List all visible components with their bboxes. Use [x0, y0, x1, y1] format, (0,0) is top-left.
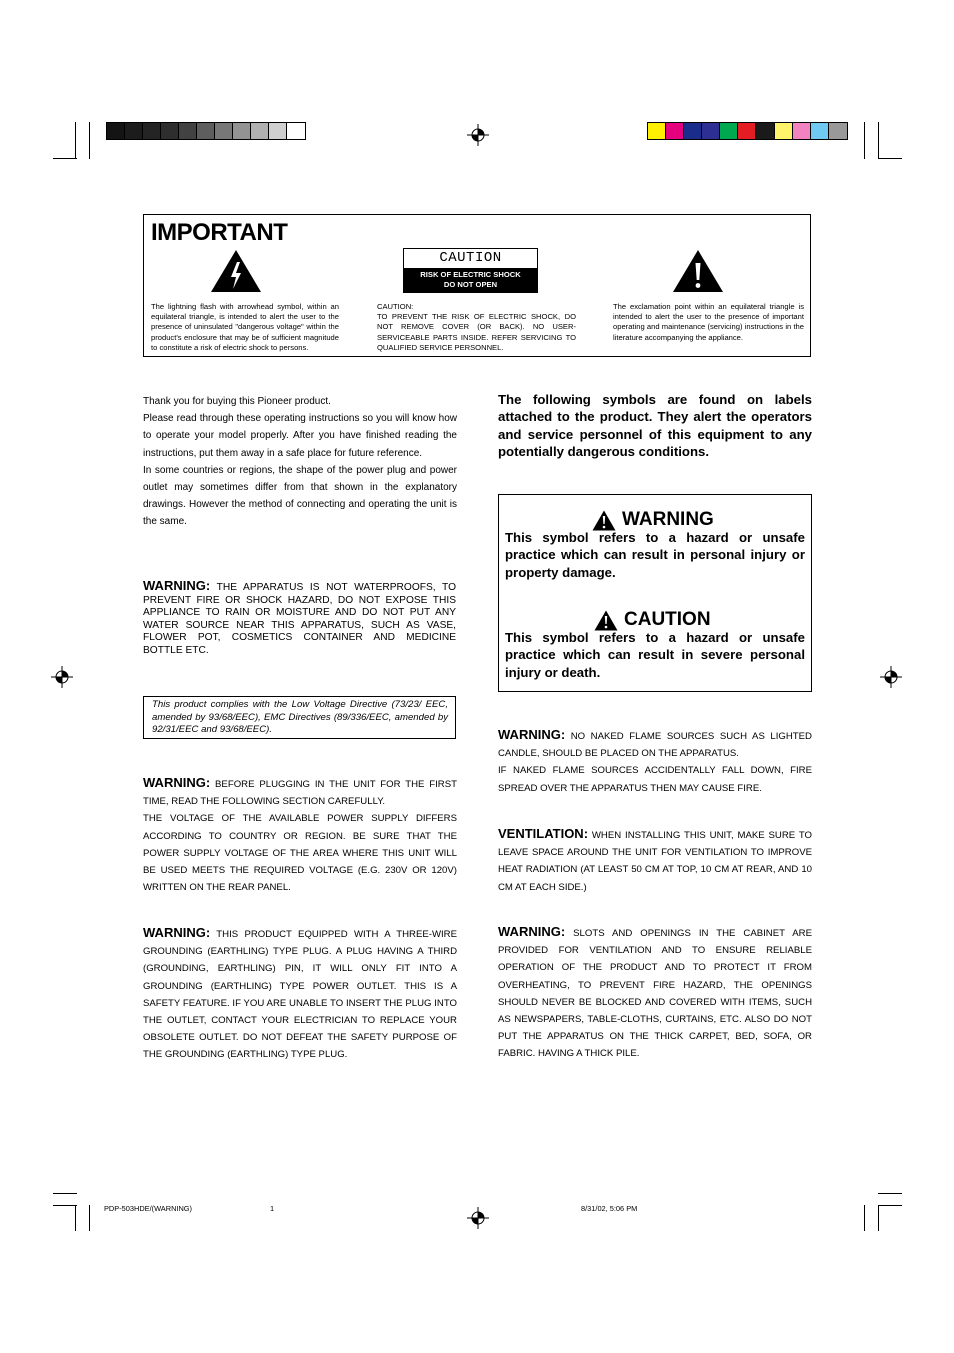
lightning-warning-icon: [210, 249, 262, 293]
power-supply-warning: WARNING: BEFORE PLUGGING IN THE UNIT FOR THE FIRST TIME, READ THE FOLLOWING SECTION CAREFULLY. THE VOLTAGE OF THE AVAILABLE POWER SUPPLY DIFFERS ACCORDING TO COUNTRY OR REGION. BE SURE THAT THE POWER SUPPLY VOLTAGE OF THE AREA WHERE THIS UNIT WILL BE USED MEETS THE REQUIRED VOLTAGE (E.G. 230V OR 120V) WRITTEN ON THE REAR PANEL.: [143, 775, 457, 894]
registration-mark-icon: [467, 1207, 489, 1229]
warning-symbol-description: This symbol refers to a hazard or unsafe practice which can result in personal injury or property damage.: [505, 530, 805, 580]
color-swatch: [287, 123, 305, 139]
color-swatch: [251, 123, 269, 139]
color-swatch: [829, 123, 847, 139]
lightning-explanation: The lightning flash with arrowhead symbol, within an equilateral triangle, is intended to alert the user to the presence of uninsulated "dangerous voltage" within the product's enclosure that may be of sufficient magnitude to constitute a risk of electric shock to persons.: [151, 302, 339, 352]
caution-label: [403, 248, 538, 293]
slots-openings-warning: WARNING: SLOTS AND OPENINGS IN THE CABINET ARE PROVIDED FOR VENTILATION AND TO ENSURE RELIABLE OPERATION OF THE PRODUCT AND TO PROTECT IT FROM OVERHEATING, TO PREVENT FIRE HAZARD, THE OPENINGS SHOULD NEVER BE BLOCKED AND COVERED WITH ITEMS, SUCH AS NEWSPAPERS, TABLE-CLOTHS, CURTAINS, ETC. ALSO DO NOT PUT THE APPARATUS ON THE THICK CARPET, BED, SOFA, OR FABRIC. HAVING A THICK PILE.: [498, 924, 812, 1060]
ventilation-notice: VENTILATION: WHEN INSTALLING THIS UNIT, MAKE SURE TO LEAVE SPACE AROUND THE UNIT FOR VENTILATION TO IMPROVE HEAT RADIATION (AT LEAST 50 CM AT TOP, 10 CM AT REAR, AND 10 CM AT EACH SIDE.): [498, 826, 812, 893]
color-swatch: [179, 123, 197, 139]
caution-label-warning: RISK OF ELECTRIC SHOCK DO NOT OPEN: [404, 268, 537, 292]
naked-flame-warning: WARNING: NO NAKED FLAME SOURCES SUCH AS LIGHTED CANDLE, SHOULD BE PLACED ON THE APPARATUS. IF NAKED FLAME SOURCES ACCIDENTALLY FALL DOWN, FIRE SPREAD OVER THE APPARATUS THEN MAY CAUSE FIRE.: [498, 727, 812, 794]
caution-symbol-description: This symbol refers to a hazard or unsafe practice which can result in severe personal injury or death.: [505, 630, 805, 680]
color-swatch: [756, 123, 774, 139]
registration-mark-icon: [51, 666, 73, 688]
color-swatch: [161, 123, 179, 139]
exclamation-warning-icon: [672, 249, 724, 293]
color-swatch: [684, 123, 702, 139]
footer-filename: PDP-503HDE/(WARNING): [104, 1204, 193, 1213]
caution-triangle-icon: [594, 610, 618, 631]
caution-symbol-title: CAUTION: [594, 609, 711, 631]
color-swatch: [702, 123, 720, 139]
warning-triangle-icon: [592, 510, 616, 531]
color-swatch: [793, 123, 811, 139]
registration-mark-icon: [467, 124, 489, 146]
compliance-notice: This product complies with the Low Voltage Directive (73/23/ EEC, amended by 93/68/EEC), EMC Directives (89/336/EEC, amended by 92/31/EEC and 93/68/EEC).: [143, 696, 456, 739]
color-swatch: [666, 123, 684, 139]
color-swatch: [233, 123, 251, 139]
footer-timestamp: 8/31/02, 5:06 PM: [581, 1204, 638, 1213]
grounding-plug-warning: WARNING: THIS PRODUCT EQUIPPED WITH A THREE-WIRE GROUNDING (EARTHLING) TYPE PLUG. A PLUG HAVING A THIRD (GROUNDING, EARTHLING) PIN, IT WILL ONLY FIT INTO A GROUNDING (EARTHLING) TYPE POWER OUTLET. THIS IS A SAFETY FEATURE. IF YOU ARE UNABLE TO INSERT THE PLUG INTO THE OUTLET, CONTACT YOUR ELECTRICIAN TO REPLACE YOUR OBSOLETE OUTLET. DO NOT DEFEAT THE SAFETY PURPOSE OF THE GROUNDING (EARTHLING) TYPE PLUG.: [143, 925, 457, 1061]
process-color-bar: [647, 122, 848, 140]
important-box: [143, 214, 811, 357]
color-swatch: [197, 123, 215, 139]
important-title: IMPORTANT: [151, 219, 288, 246]
color-swatch: [143, 123, 161, 139]
waterproof-warning: WARNING: THE APPARATUS IS NOT WATERPROOFS, TO PREVENT FIRE OR SHOCK HAZARD, DO NOT EXPOSE THIS APPLIANCE TO RAIN OR MOISTURE AND DO NOT PUT ANY WATER SOURCE NEAR THIS APPARATUS, SUCH AS VASE, FLOWER POT, COSMETICS CONTAINER AND MEDICINE BOTTLE ETC.: [143, 578, 456, 656]
color-swatch: [269, 123, 287, 139]
color-swatch: [125, 123, 143, 139]
warning-symbol-title: WARNING: [592, 509, 714, 531]
color-swatch: [811, 123, 829, 139]
registration-mark-icon: [880, 666, 902, 688]
color-swatch: [648, 123, 666, 139]
color-swatch: [720, 123, 738, 139]
footer-page-number: 1: [270, 1204, 275, 1213]
exclamation-explanation: The exclamation point within an equilateral triangle is intended to alert the user to the presence of important operating and maintenance (servicing) instructions in the literature accompanying the appliance.: [613, 302, 804, 342]
grayscale-color-bar: [106, 122, 306, 140]
warning-caution-box: [498, 494, 812, 692]
symbols-intro: The following symbols are found on labels attached to the product. They alert the operators and service personnel of this equipment to any potentially dangerous conditions.: [498, 392, 812, 460]
intro-text: Thank you for buying this Pioneer product. Please read through these operating instructions so you will know how to operate your model properly. After you have finished reading the instructions, put them away in a safe place for future reference. In some countries or regions, the shape of the power plug and power outlet may sometimes differ from that shown in the explanatory drawings. However the method of connecting and operating the unit is the same.: [143, 396, 457, 528]
caution-label-title: CAUTION: [439, 250, 502, 266]
color-swatch: [775, 123, 793, 139]
caution-explanation: CAUTION: TO PREVENT THE RISK OF ELECTRIC SHOCK, DO NOT REMOVE COVER (OR BACK). NO USER-SERVICEABLE PARTS INSIDE. REFER SERVICING TO QUALIFIED SERVICE PERSONNEL.: [377, 302, 576, 352]
color-swatch: [107, 123, 125, 139]
color-swatch: [738, 123, 756, 139]
color-swatch: [215, 123, 233, 139]
